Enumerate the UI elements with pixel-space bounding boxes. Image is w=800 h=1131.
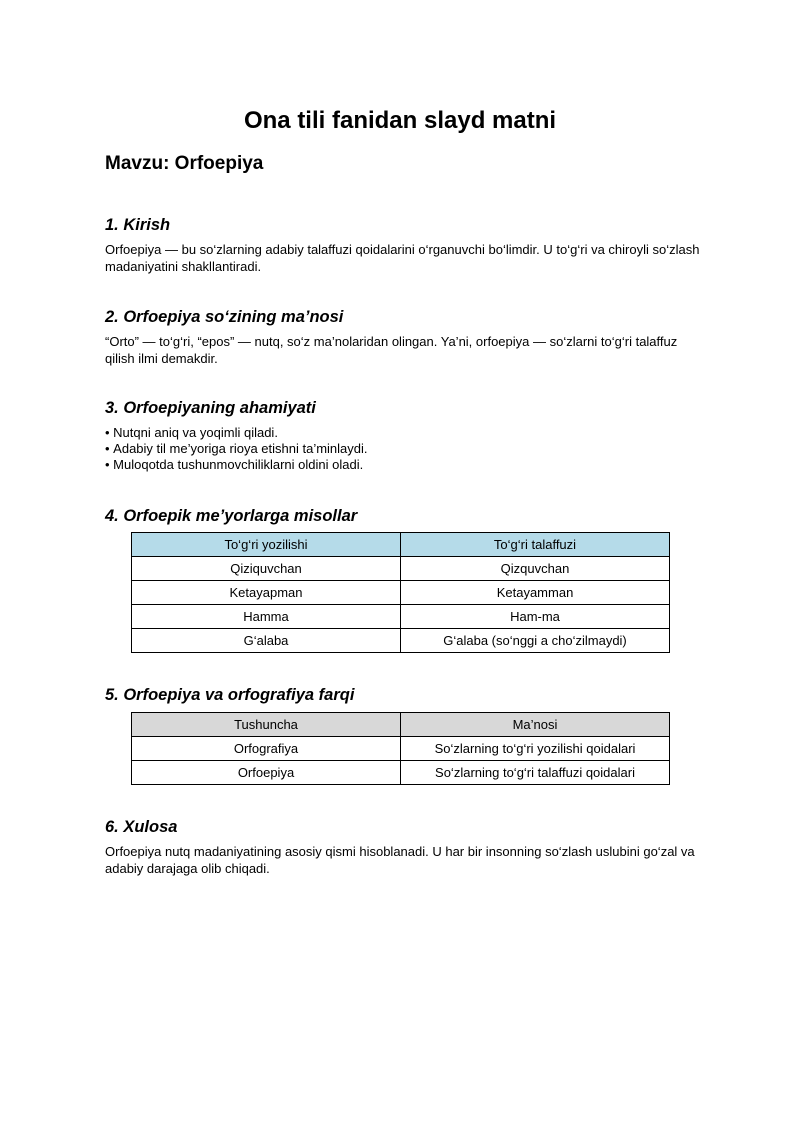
table-cell: Ketayamman (401, 581, 670, 605)
table-cell: Qizquvchan (401, 557, 670, 581)
table-cell: G‘alaba (132, 629, 401, 653)
table-cell: G‘alaba (so‘nggi a cho‘zilmaydi) (401, 629, 670, 653)
comparison-table (131, 712, 670, 785)
table-cell: Orfografiya (132, 737, 401, 761)
column-header: Tushuncha (132, 713, 401, 737)
table-row (132, 737, 670, 761)
section-text-xulosa: Orfoepiya nutq madaniyatining asosiy qismi hisoblanadi. U har bir insonning so‘zlash uslubini go‘zal va adabiy darajaga olib chiqadi. (105, 844, 695, 876)
column-header: Ma’nosi (401, 713, 670, 737)
table-row (132, 557, 670, 581)
section-text-manosi: “Orto” — to‘g‘ri, “epos” — nutq, so‘z ma’nolaridan olingan. Ya’ni, orfoepiya — so‘zlarni to‘g‘ri talaffuz qilish ilmi demakdir. (105, 334, 678, 366)
document-subtitle: Mavzu: Orfoepiya (105, 153, 264, 174)
table-cell: So‘zlarning to‘g‘ri yozilishi qoidalari (401, 737, 670, 761)
list-item: • Adabiy til me’yoriga rioya etishni ta’minlaydi. (105, 441, 705, 457)
document-title: Ona tili fanidan slayd matni (243, 107, 557, 134)
table-cell: Orfoepiya (132, 761, 401, 785)
list-item: • Muloqotda tushunmovchiliklarni oldini oladi. (105, 457, 705, 473)
section-heading-kirish: 1. Kirish (105, 216, 171, 234)
section-heading-misollar: 4. Orfoepik me’yorlarga misollar (105, 507, 358, 525)
section-heading-farqi: 5. Orfoepiya va orfografiya farqi (105, 686, 355, 704)
section-text-kirish: Orfoepiya — bu so‘zlarning adabiy talaffuzi qoidalarini o‘rganuvchi bo‘limdir. U to‘g‘ri va chiroyli so‘zlash madaniyatini shakllantiradi. (105, 242, 700, 274)
column-header: To‘g‘ri talaffuzi (401, 533, 670, 557)
list-item: • Nutqni aniq va yoqimli qiladi. (105, 425, 705, 441)
column-header: To‘g‘ri yozilishi (132, 533, 401, 557)
examples-table (131, 532, 670, 653)
importance-list (105, 425, 705, 474)
section-heading-ahamiyati: 3. Orfoepiyaning ahamiyati (105, 399, 316, 417)
table-cell: Hamma (132, 605, 401, 629)
table-row (132, 629, 670, 653)
section-heading-manosi: 2. Orfoepiya so‘zining ma’nosi (105, 308, 344, 326)
table-row (132, 581, 670, 605)
section-heading-xulosa: 6. Xulosa (105, 818, 178, 836)
table-row (132, 761, 670, 785)
table-cell: So‘zlarning to‘g‘ri talaffuzi qoidalari (401, 761, 670, 785)
table-row (132, 605, 670, 629)
table-header-row (132, 533, 670, 557)
table-cell: Qiziquvchan (132, 557, 401, 581)
table-cell: Ketayapman (132, 581, 401, 605)
table-header-row (132, 713, 670, 737)
table-cell: Ham-ma (401, 605, 670, 629)
